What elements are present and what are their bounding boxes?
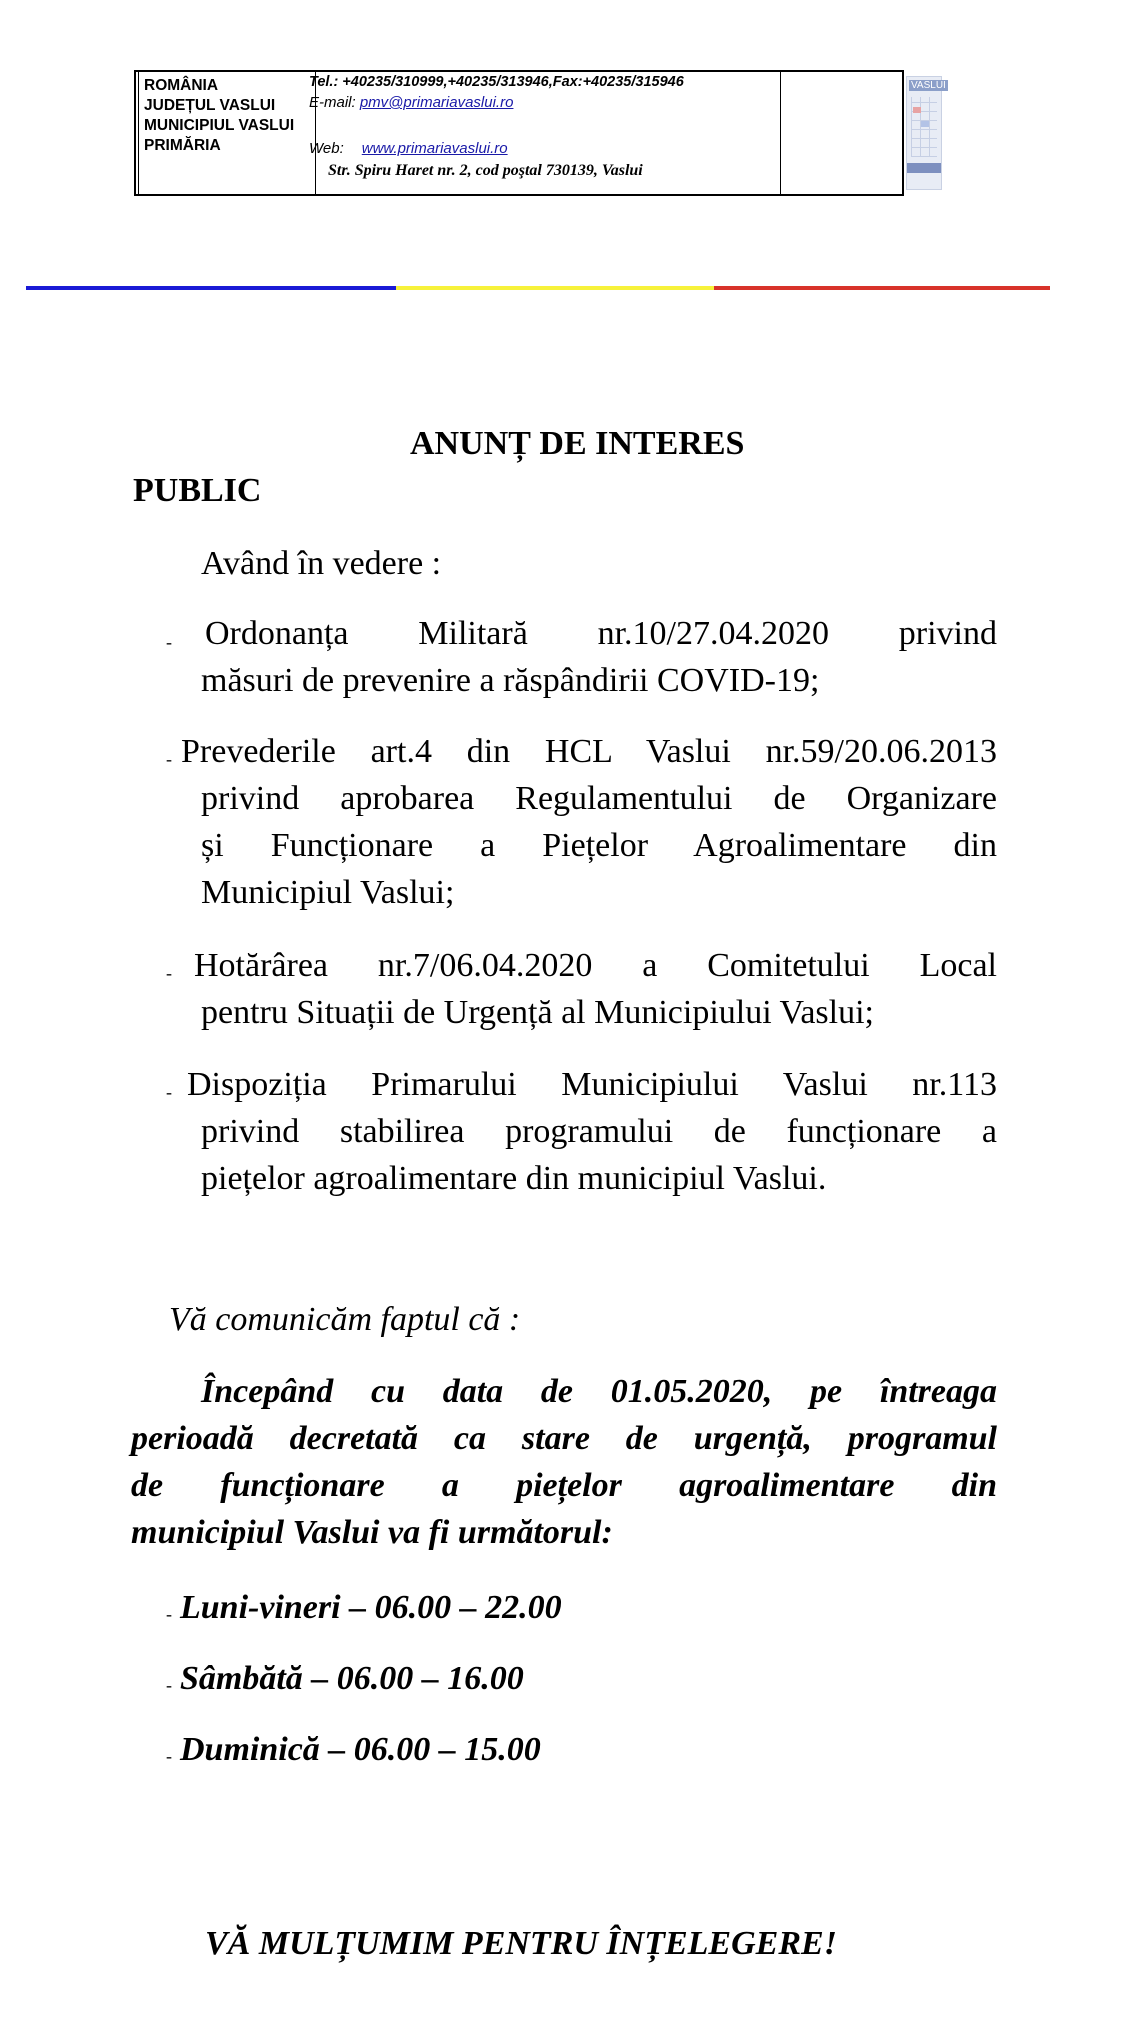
consideration-line: Hotărârea nr.7/06.04.2020 a Comitetului Local [194, 947, 997, 984]
list-dash: - [166, 749, 172, 769]
logo-text: VASLUI [911, 80, 946, 91]
list-dash: - [166, 632, 172, 652]
email-link[interactable]: pmv@primariavaslui.ro [359, 94, 514, 111]
schedule-sunday: Duminică – 06.00 – 15.00 [180, 1731, 541, 1768]
tricolor-blue-stripe [26, 286, 396, 290]
consideration-line: Dispoziția Primarului Municipiului Vaslui nr.113 [187, 1066, 997, 1103]
header-institution [136, 72, 316, 194]
institution-line: ROMÂNIA [144, 77, 219, 94]
consideration-line: și Funcționare a Piețelor Agroalimentare din [201, 827, 997, 864]
announcement-line: perioadă decretată ca stare de urgență, programul [131, 1420, 997, 1457]
list-dash: - [166, 1082, 172, 1102]
phone-fax: Tel.: +40235/310999,+40235/313946,Fax:+40235/315946 [309, 74, 684, 90]
list-dash: - [166, 1604, 172, 1624]
logo-grid [911, 97, 937, 157]
consideration-line: Municipiul Vaslui; [201, 874, 455, 911]
logo-mark [921, 121, 929, 127]
web-line [309, 140, 508, 157]
tricolor-yellow-stripe [396, 286, 714, 290]
schedule-saturday: Sâmbătă – 06.00 – 16.00 [180, 1660, 524, 1697]
page-title: ANUNȚ DE INTERES [410, 425, 745, 462]
page-title-continued: PUBLIC [133, 472, 262, 509]
institution-line: JUDEȚUL VASLUI [144, 97, 276, 114]
web-label: Web: [309, 140, 344, 157]
announcement-line: municipiul Vaslui va fi următorul: [131, 1514, 613, 1551]
institution-line: PRIMĂRIA [144, 137, 221, 154]
logo-image [906, 76, 946, 190]
consideration-line: Prevederile art.4 din HCL Vaslui nr.59/20.06.2013 [181, 733, 997, 770]
institution-line: MUNICIPIUL VASLUI [144, 117, 295, 134]
tricolor-red-stripe [714, 286, 1050, 290]
consideration-line: Ordonanța Militară nr.10/27.04.2020 privind [205, 615, 997, 652]
announcement-line: Începând cu data de 01.05.2020, pe întreaga [201, 1373, 997, 1410]
header-table [134, 70, 904, 196]
logo-mark [913, 107, 921, 113]
intro-text: Având în vedere : [201, 545, 442, 582]
list-dash: - [166, 963, 172, 983]
communicate-text: Vă comunicăm faptul că : [169, 1301, 521, 1338]
list-dash: - [166, 1746, 172, 1766]
email-label: E-mail: [309, 94, 356, 111]
consideration-line: măsuri de prevenire a răspândirii COVID-19; [201, 662, 820, 699]
schedule-weekdays: Luni-vineri – 06.00 – 22.00 [180, 1589, 562, 1626]
announcement-line: de funcționare a piețelor agroalimentare din [131, 1467, 997, 1504]
header-logo-cell [780, 72, 904, 194]
logo-bar [907, 163, 941, 173]
web-link[interactable]: www.primariavaslui.ro [361, 140, 508, 157]
closing-message: VĂ MULȚUMIM PENTRU ÎNȚELEGERE! [205, 1925, 837, 1962]
consideration-line: piețelor agroalimentare din municipiul Vaslui. [201, 1160, 827, 1197]
email-line [309, 94, 513, 111]
consideration-line: privind stabilirea programului de funcționare a [201, 1113, 997, 1150]
consideration-line: privind aprobarea Regulamentului de Organizare [201, 780, 997, 817]
consideration-line: pentru Situații de Urgență al Municipiului Vaslui; [201, 994, 874, 1031]
address: Str. Spiru Haret nr. 2, cod poştal 730139, Vaslui [328, 162, 643, 179]
list-dash: - [166, 1675, 172, 1695]
